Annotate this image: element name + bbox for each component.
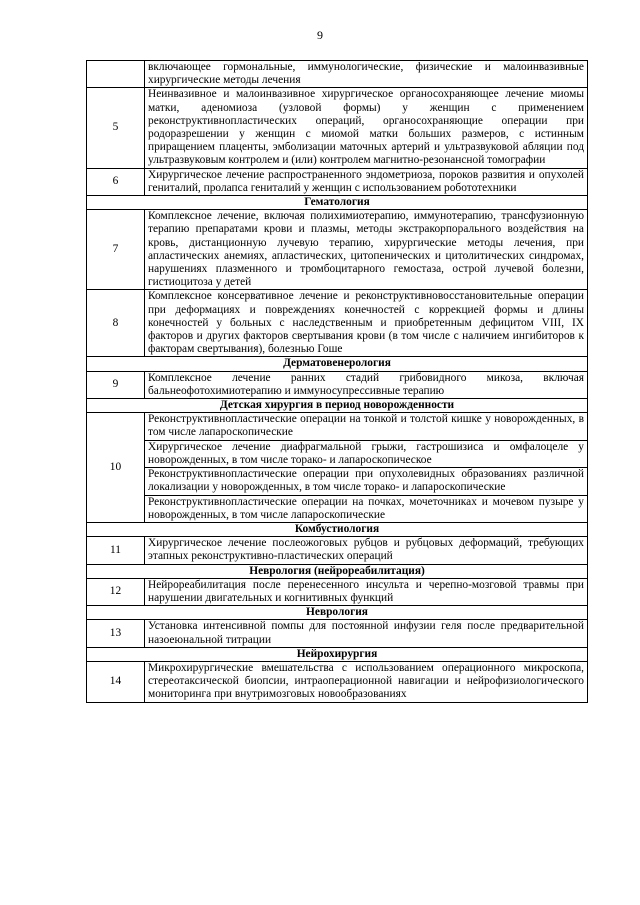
service-description: Реконструктивнопластические операции при опухолевидных образованиях различной локализации у новорожденных, в том числе торако- и лапароскопические xyxy=(145,468,588,495)
row-number: 9 xyxy=(87,371,145,398)
row-number: 10 xyxy=(87,413,145,523)
section-title: Неврология (нейрореабилитация) xyxy=(87,564,588,578)
section-title: Комбустиология xyxy=(87,522,588,536)
section-header-row xyxy=(87,564,588,578)
table-row xyxy=(87,620,588,647)
service-description: Нейрореабилитация после перенесенного инсульта и черепно-мозговой травмы при нарушении двигательных и когнитивных функций xyxy=(145,578,588,605)
section-title: Детская хирургия в период новорожденности xyxy=(87,399,588,413)
table-row xyxy=(87,413,588,440)
service-description: Хирургическое лечение распространенного эндометриоза, пороков развития и опухолей гениталий, пролапса гениталий у женщин с использованием робототехники xyxy=(145,168,588,195)
services-table-body xyxy=(87,61,588,703)
section-title: Гематология xyxy=(87,196,588,210)
row-number: 12 xyxy=(87,578,145,605)
row-number: 14 xyxy=(87,661,145,702)
row-number: 7 xyxy=(87,210,145,290)
service-description: Реконструктивнопластические операции на тонкой и толстой кишке у новорожденных, в том числе лапароскопические xyxy=(145,413,588,440)
table-row xyxy=(87,661,588,702)
table-row xyxy=(87,168,588,195)
table-row xyxy=(87,210,588,290)
service-description: Реконструктивнопластические операции на почках, мочеточниках и мочевом пузыре у новорожденных, в том числе лапароскопические xyxy=(145,495,588,522)
section-header-row xyxy=(87,522,588,536)
service-description: Хирургическое лечение диафрагмальной грыжи, гастрошизиса и омфалоцеле у новорожденных, в том числе торако- и лапароскопическое xyxy=(145,440,588,467)
table-row xyxy=(87,495,588,522)
table-row xyxy=(87,61,588,88)
service-description: Комплексное консервативное лечение и реконструктивновосстановительные операции при деформациях и повреждениях конечностей с коррекцией формы и длины конечностей у больных с наследственным и приобретенным дефицитом VIII, IX факторов и других факторов свертывания крови (в том числе с наличием ингибиторов к факторам свертывания), болезнью Гоше xyxy=(145,290,588,357)
service-description: Комплексное лечение ранних стадий грибовидного микоза, включая бальнеофотохимиотерапию и иммуносупрессивные терапию xyxy=(145,371,588,398)
section-title: Дерматовенерология xyxy=(87,357,588,371)
table-row xyxy=(87,88,588,168)
table-row xyxy=(87,290,588,357)
row-number: 6 xyxy=(87,168,145,195)
row-number: 11 xyxy=(87,537,145,564)
row-number: 5 xyxy=(87,88,145,168)
row-number xyxy=(87,61,145,88)
section-title: Неврология xyxy=(87,606,588,620)
row-number: 13 xyxy=(87,620,145,647)
service-description: включающее гормональные, иммунологические, физические и малоинвазивные хирургические методы лечения xyxy=(145,61,588,88)
section-header-row xyxy=(87,647,588,661)
service-description: Микрохирургические вмешательства с использованием операционного микроскопа, стереотаксической биопсии, интраоперационной навигации и нейрофизиологического мониторинга при внутримозговых новообразованиях xyxy=(145,661,588,702)
service-description: Установка интенсивной помпы для постоянной инфузии геля после предварительной назоеюнальной титрации xyxy=(145,620,588,647)
section-header-row xyxy=(87,606,588,620)
section-title: Нейрохирургия xyxy=(87,647,588,661)
services-table xyxy=(86,60,588,703)
table-row xyxy=(87,468,588,495)
service-description: Хирургическое лечение послеожоговых рубцов и рубцовых деформаций, требующих этапных реконструктивно-пластических операций xyxy=(145,537,588,564)
section-header-row xyxy=(87,399,588,413)
service-description: Неинвазивное и малоинвазивное хирургическое органосохраняющее лечение миомы матки, аденомиоза (узловой формы) у женщин с применением реконструктивнопластических операций, органосохраняющие операции при родоразрешении у женщин с миомой матки больших размеров, с истинным приращением плаценты, эмболизации маточных артерий и ультразвуковой абляции под ультразвуковым контролем и (или) контролем магнитно-резонансной томографии xyxy=(145,88,588,168)
table-row xyxy=(87,371,588,398)
page-number: 9 xyxy=(317,28,323,42)
row-number: 8 xyxy=(87,290,145,357)
section-header-row xyxy=(87,196,588,210)
table-row xyxy=(87,578,588,605)
section-header-row xyxy=(87,357,588,371)
table-row xyxy=(87,440,588,467)
service-description: Комплексное лечение, включая полихимиотерапию, иммунотерапию, трансфузионную терапию препаратами крови и плазмы, методы экстракорпорального воздействия на кровь, дистанционную лучевую терапию, хирургические методы лечения, при апластических анемиях, апластических, цитопенических и цитолитических синдромах, нарушениях плазменного и тромбоцитарного гемостаза, острой лучевой болезни, гистиоцитоза у детей xyxy=(145,210,588,290)
table-row xyxy=(87,537,588,564)
